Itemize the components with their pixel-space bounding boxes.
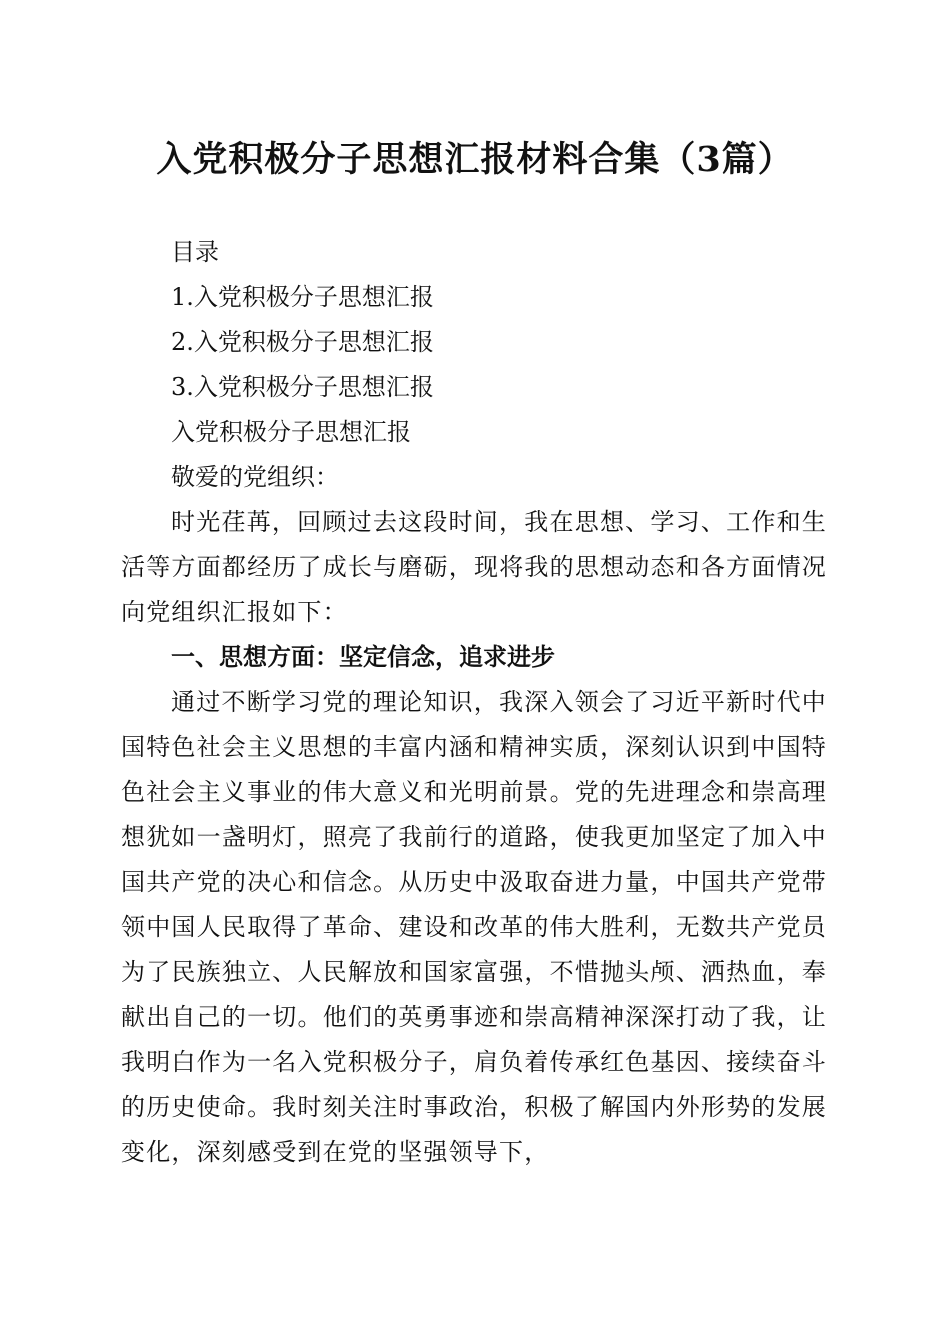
section-heading: 一、思想方面：坚定信念，追求进步 [171,643,555,671]
document-title: 入党积极分子思想汇报材料合集（3篇） [156,139,794,180]
toc-item: 3.入党积极分子思想汇报 [171,373,434,401]
intro-paragraph: 时光荏苒，回顾过去这段时间，我在思想、学习、工作和生活等方面都经历了成长与磨砺，现将我的思想动态和各方面情况向党组织汇报如下： [121,508,827,626]
toc-item: 1.入党积极分子思想汇报 [171,283,434,311]
body-paragraph: 通过不断学习党的理论知识，我深入领会了习近平新时代中国特色社会主义思想的丰富内涵和精神实质，深刻认识到中国特色社会主义事业的伟大意义和光明前景。党的先进理念和崇高理想犹如一盏明灯，照亮了我前行的道路，使我更加坚定了加入中国共产党的决心和信念。从历史中汲取奋进力量，中国共产党带领中国人民取得了革命、建设和改革的伟大胜利，无数共产党员为了民族独立、人民解放和国家富强，不惜抛头颅、洒热血，奉献出自己的一切。他们的英勇事迹和崇高精神深深打动了我，让我明白作为一名入党积极分子，肩负着传承红色基因、接续奋斗的历史使命。我时刻关注时事政治，积极了解国内外形势的发展变化，深刻感受到在党的坚强领导下， [121,688,827,1166]
article-title: 入党积极分子思想汇报 [171,418,411,446]
salutation: 敬爱的党组织： [171,463,339,491]
toc-heading: 目录 [171,238,219,266]
toc-item: 2.入党积极分子思想汇报 [171,328,434,356]
document-body [121,230,827,1175]
